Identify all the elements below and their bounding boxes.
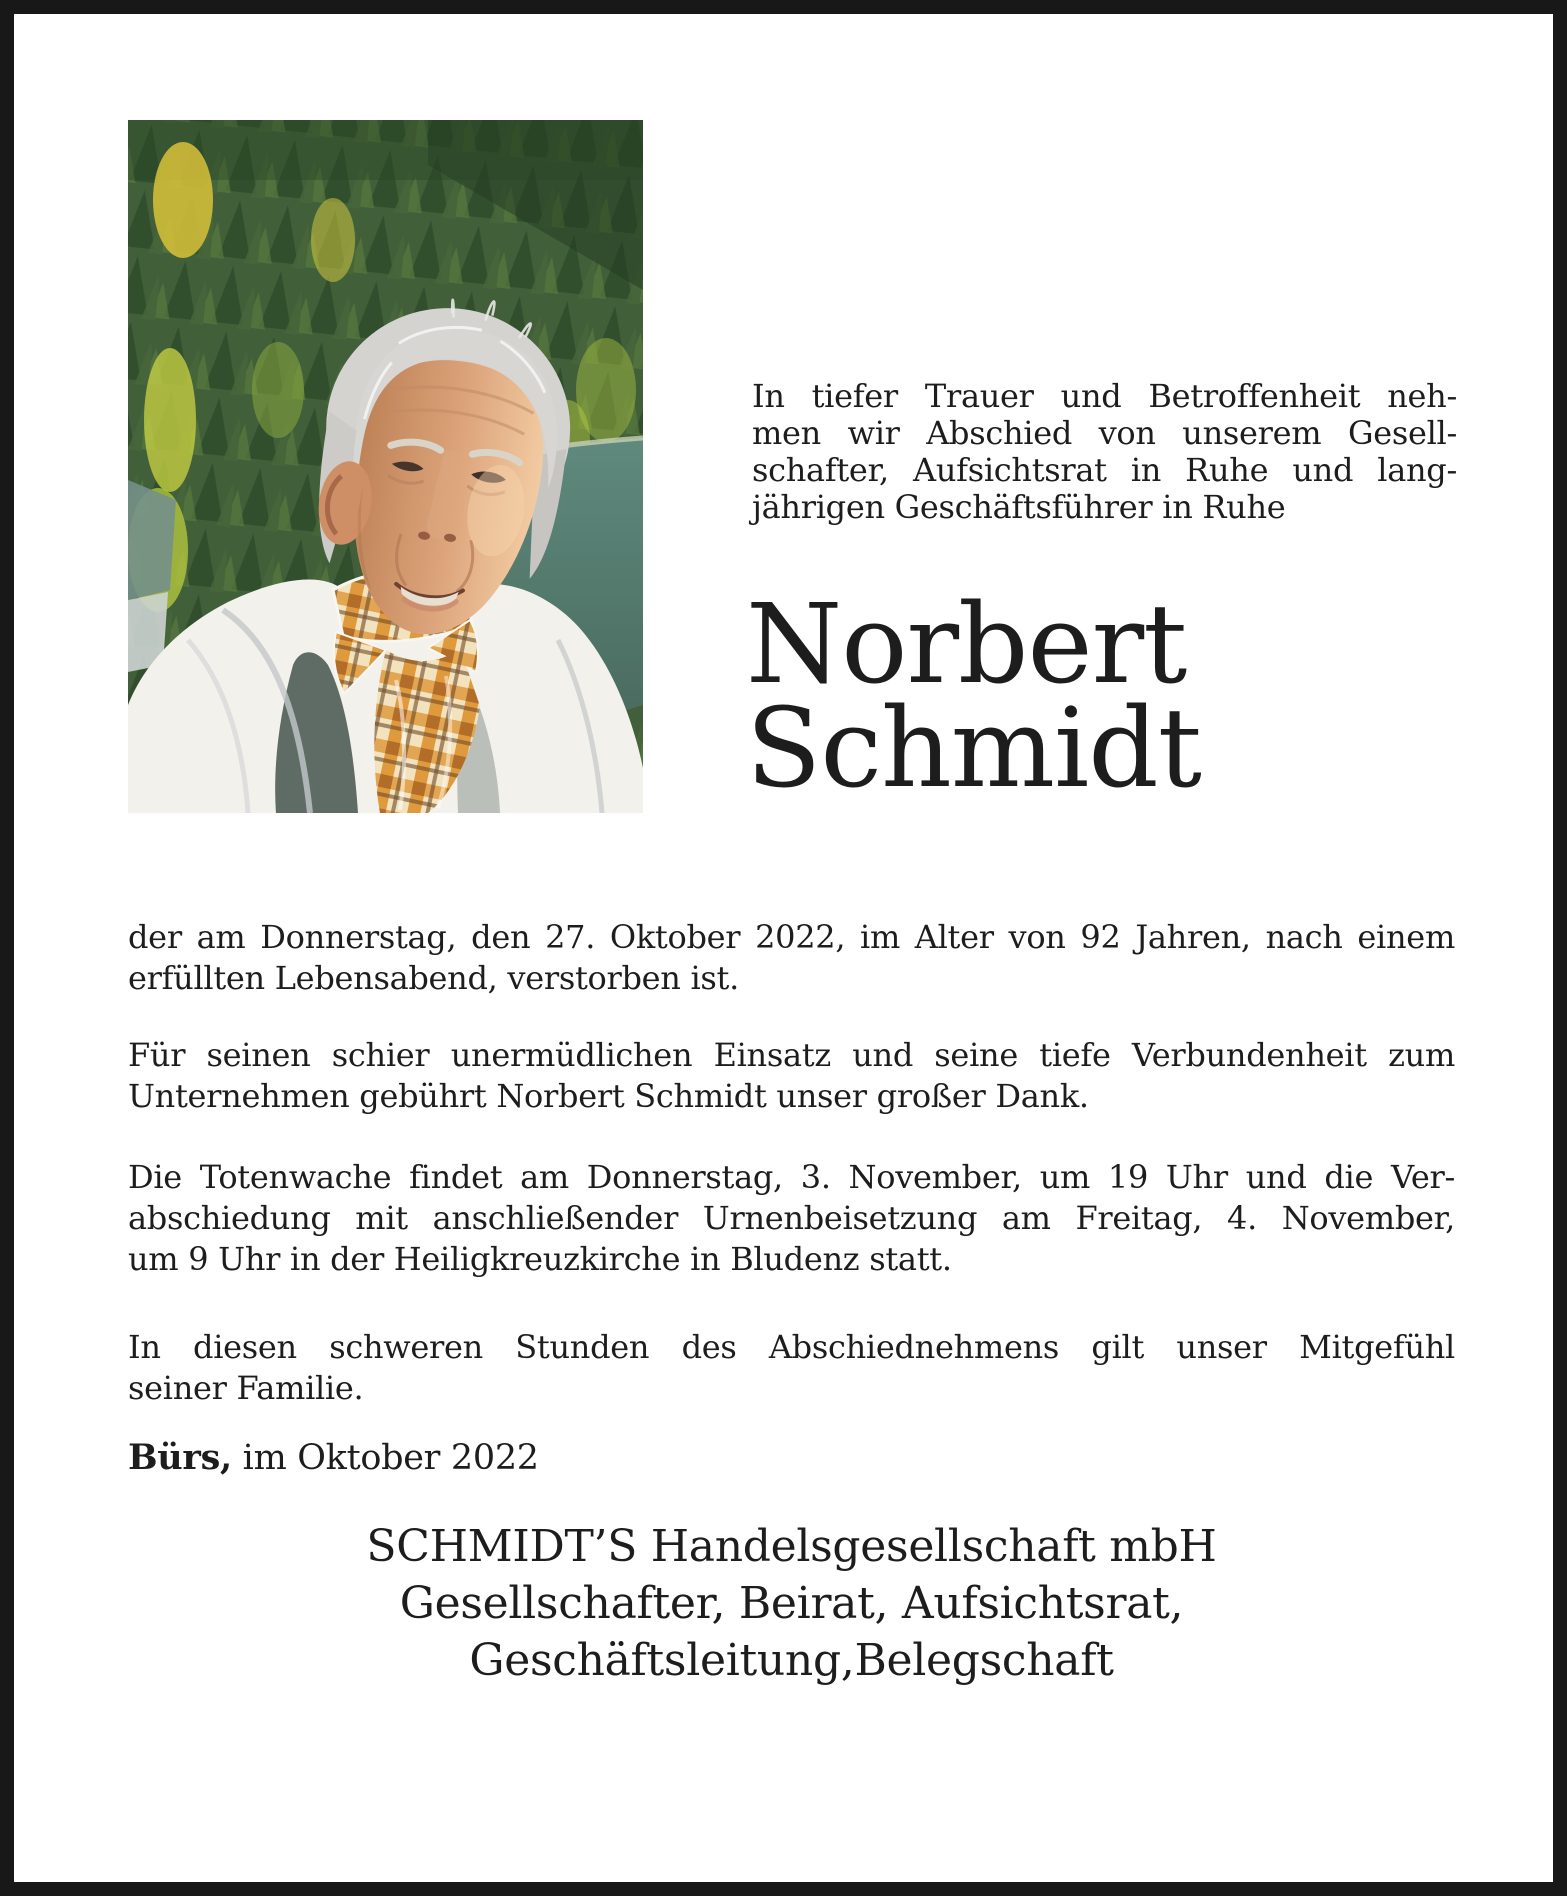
obituary-paragraph-funeral-details [128,1157,1455,1280]
text-line: Die Totenwache findet am Donnerstag, 3. November, um 19 Uhr und die Ver- [128,1158,1455,1196]
deceased-name [746,580,1461,812]
portrait-photo [128,120,643,813]
text-line: der am Donnerstag, den 27. Oktober 2022, im Alter von 92 Jahren, nach einem [128,918,1455,956]
dateline-date: im Oktober 2022 [231,1438,539,1478]
text-line: Norbert [746,580,1187,708]
dateline-place: Bürs, [128,1437,232,1478]
text-line: Schmidt [746,684,1201,812]
obituary-paragraph-gratitude [128,1035,1455,1117]
text-line: Für seinen schier unermüdlichen Einsatz und seine tiefe Verbundenheit zum [128,1036,1455,1074]
signature-block [128,1518,1455,1689]
text-line: SCHMIDT’S Handelsgesellschaft mbH [366,1521,1217,1572]
text-line: Unternehmen gebührt Norbert Schmidt unser großer Dank. [128,1077,1089,1115]
text-line: Geschäftsleitung,Belegschaft [469,1635,1114,1686]
text-line: seiner Familie. [128,1369,364,1407]
obituary-paragraph-condolence [128,1327,1455,1409]
text-line: abschiedung mit anschließender Urnenbeisetzung am Freitag, 4. November, [128,1199,1455,1237]
text-line: erfüllten Lebensabend, verstorben ist. [128,959,739,997]
text-line: In diesen schweren Stunden des Abschiednehmens gilt unser Mitgefühl [128,1328,1455,1366]
text-line: um 9 Uhr in der Heiligkreuzkirche in Bludenz statt. [128,1240,952,1278]
portrait-photo-illustration [128,120,643,813]
text-line: schafter, Aufsichtsrat in Ruhe und lang- [752,451,1457,489]
text-line: In tiefer Trauer und Betroffenheit neh- [752,377,1457,415]
text-line: jährigen Geschäftsführer in Ruhe [752,488,1286,526]
obituary-paragraph-death-notice [128,917,1455,999]
intro-text [752,378,1457,526]
text-line: men wir Abschied von unserem Gesell- [752,414,1457,452]
text-line: Gesellschafter, Beirat, Aufsichtsrat, [399,1578,1184,1629]
dateline [128,1437,539,1478]
